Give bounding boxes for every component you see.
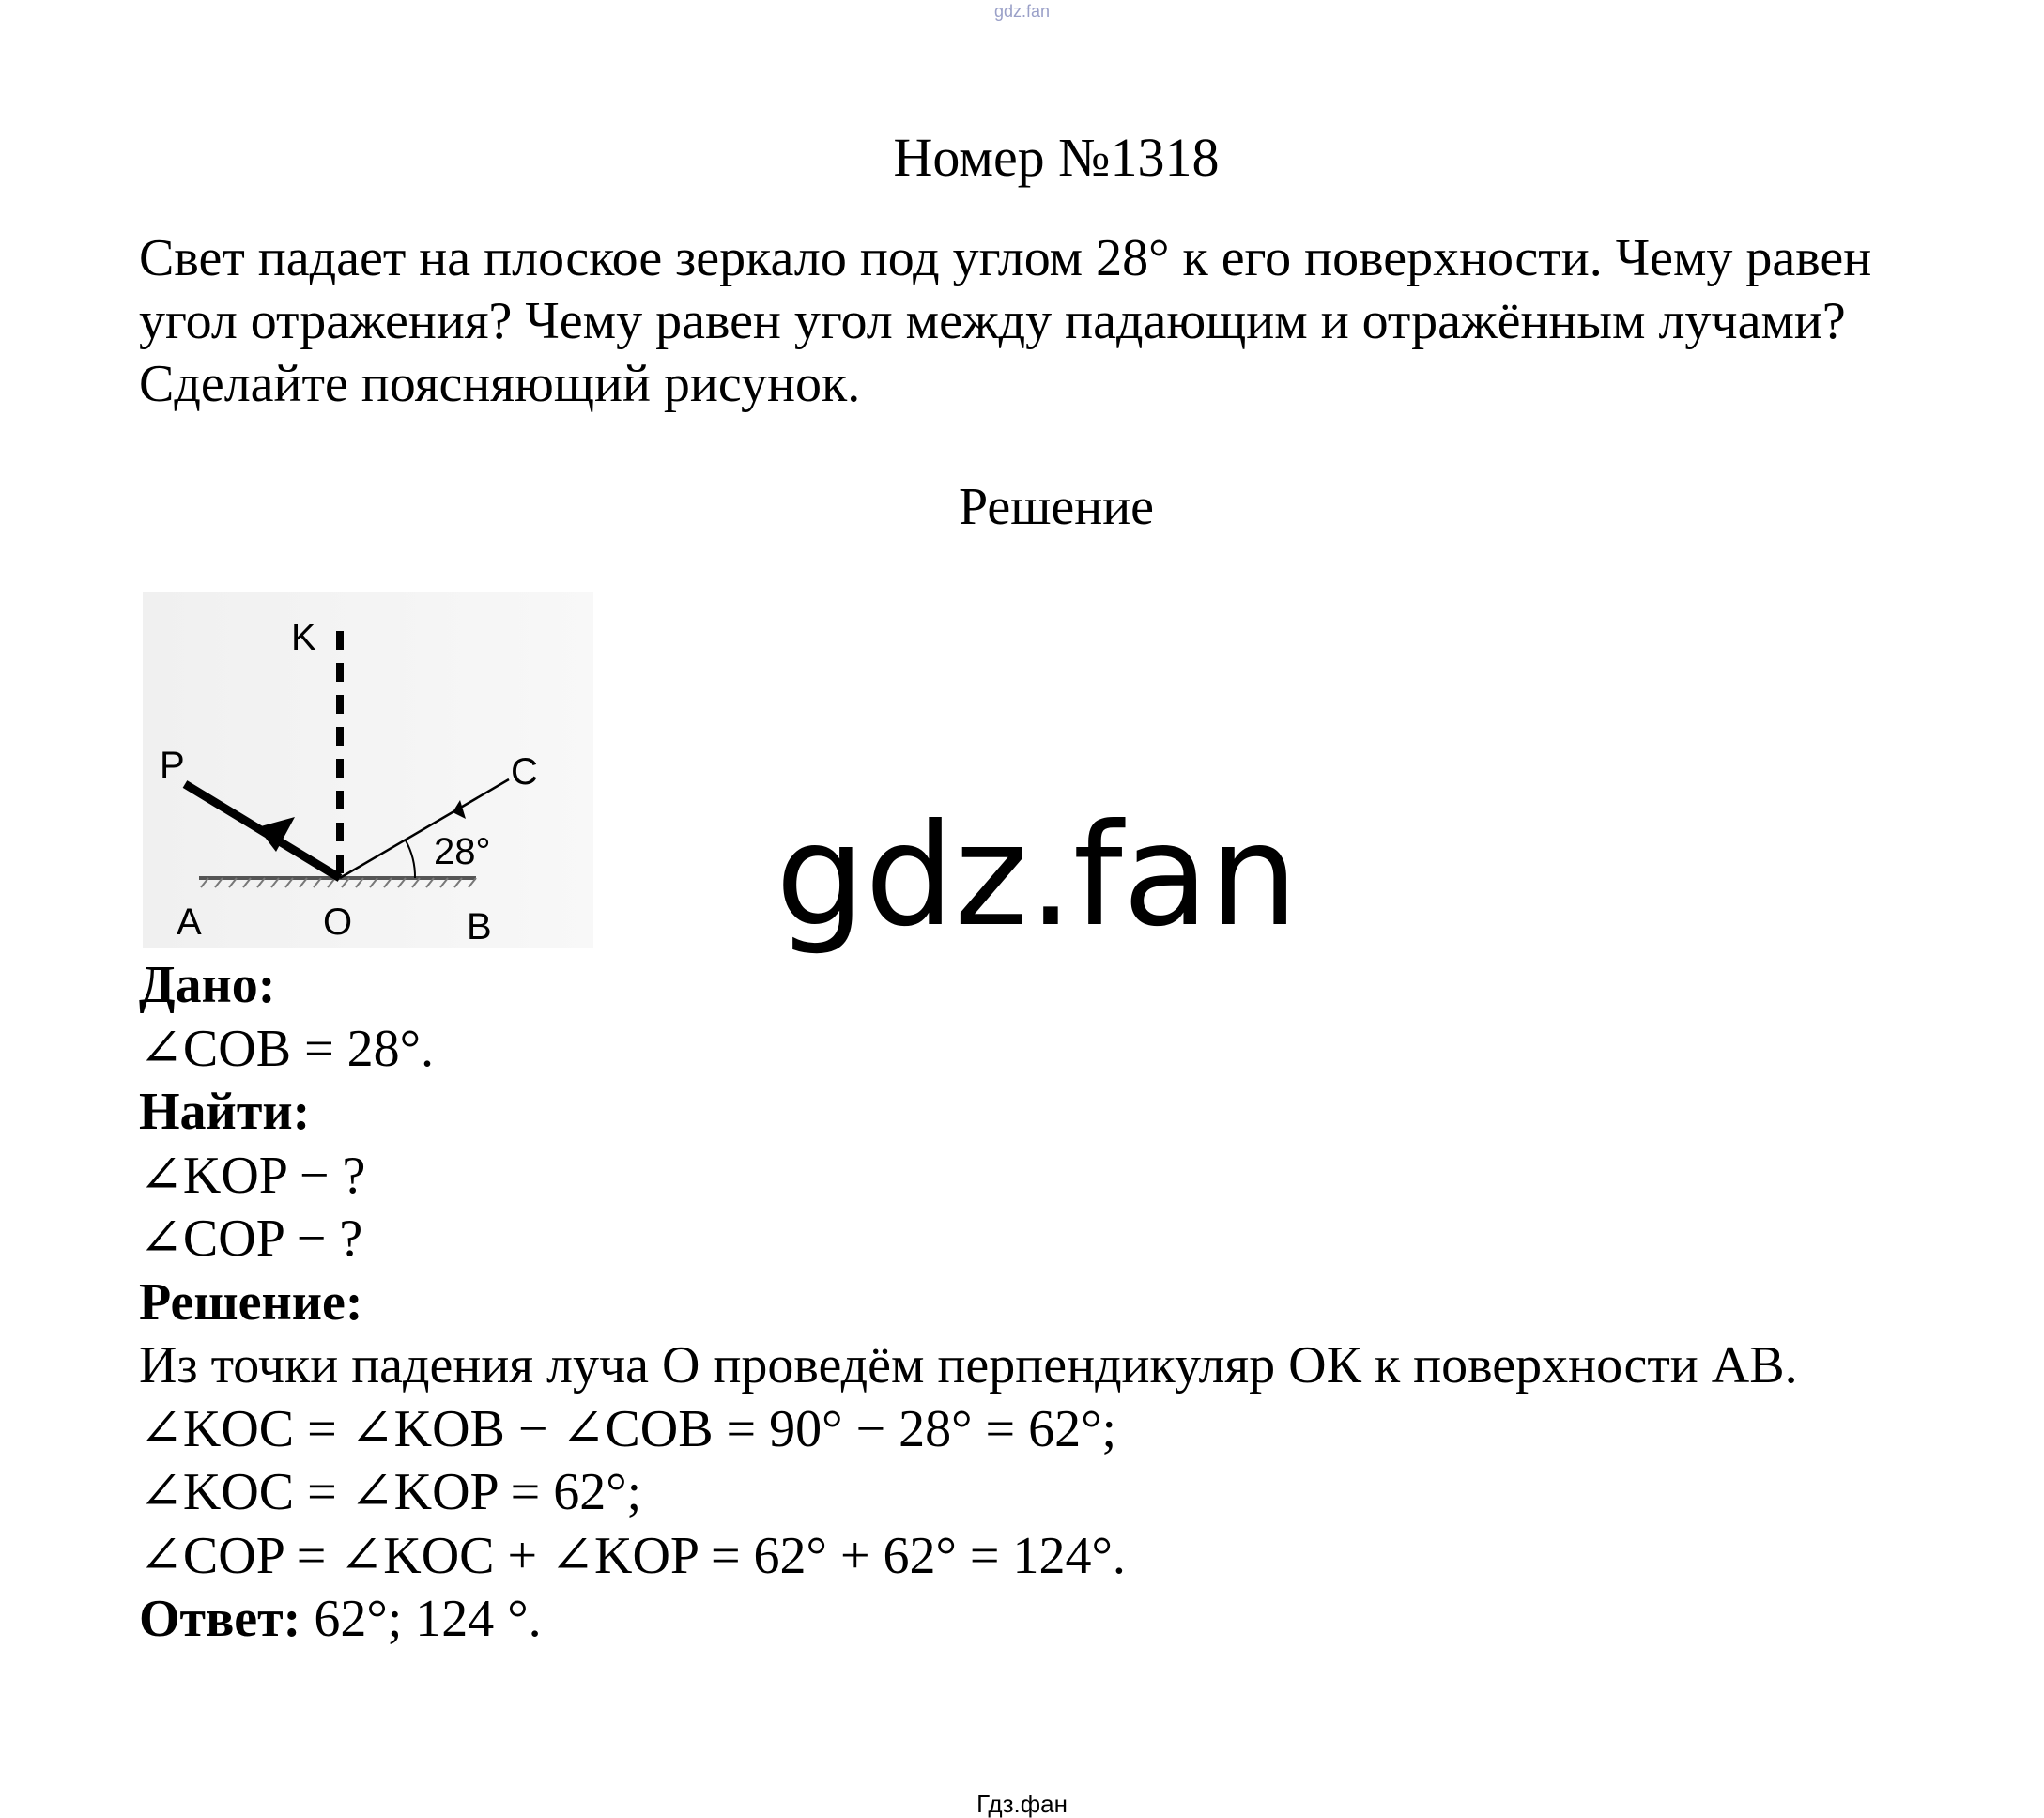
label-o: O — [323, 901, 353, 943]
find-line-2: ∠COP − ? — [139, 1209, 363, 1268]
reflection-diagram — [143, 592, 593, 948]
label-b: B — [467, 906, 492, 948]
label-c: C — [511, 751, 538, 793]
reflection-diagram-svg — [143, 592, 593, 948]
center-watermark: gdz.fan — [776, 794, 1299, 958]
footer-watermark: Гдз.фан — [976, 1790, 1068, 1818]
problem-statement: Свет падает на плоское зеркало под углом 28° к его поверхности. Чему равен угол отражения? Чему равен угол между падающим и отражённым лучами? Сделайте поясняющий рисунок. — [139, 229, 1872, 413]
solution-line-4: ∠COP = ∠KOC + ∠KOP = 62° + 62° = 124°. — [139, 1526, 1126, 1585]
find-line-1: ∠KOP − ? — [139, 1146, 366, 1205]
answer-line — [139, 1588, 2017, 1652]
answer-value: 62°; 124 °. — [300, 1590, 542, 1648]
solution-body — [139, 954, 2017, 1652]
given-line-1: ∠COB = 28°. — [139, 1019, 435, 1078]
solution-line-2: ∠KOC = ∠KOB − ∠COB = 90° − 28° = 62°; — [139, 1399, 1117, 1458]
label-p: P — [160, 745, 185, 786]
solution-heading: Решение — [958, 478, 1155, 536]
given-heading: Дано: — [139, 956, 276, 1014]
label-a: A — [177, 901, 202, 943]
solution-line-1: Из точки падения луча О проведём перпендикуляр ОК к поверхности АВ. — [139, 1336, 1798, 1394]
label-k: K — [291, 617, 316, 658]
answer-label: Ответ: — [139, 1590, 301, 1648]
angle-label: 28° — [434, 831, 491, 872]
page-title: Номер №1318 — [893, 127, 1220, 188]
solution-subheading: Решение: — [139, 1272, 363, 1332]
solution-line-3: ∠KOC = ∠KOP = 62°; — [139, 1463, 642, 1521]
top-watermark: gdz.fan — [993, 2, 1051, 21]
find-heading: Найти: — [139, 1083, 311, 1141]
